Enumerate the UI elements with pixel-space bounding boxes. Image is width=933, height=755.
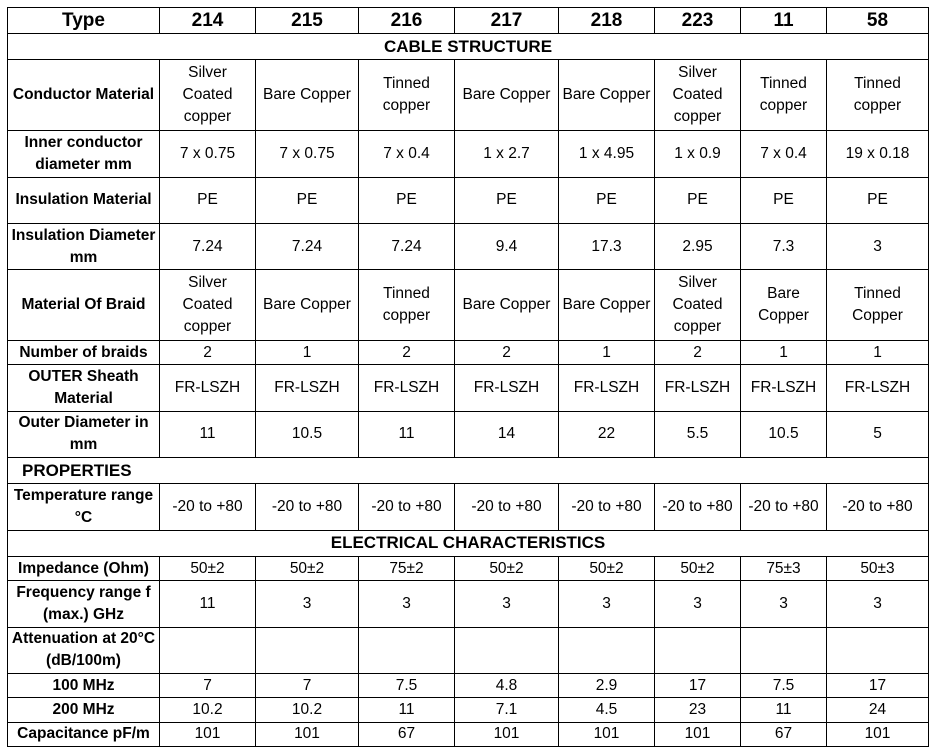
table-cell: 23: [655, 698, 741, 722]
table-row: [8, 627, 929, 673]
table-cell: PE: [256, 177, 359, 223]
table-cell: 7 x 0.75: [256, 131, 359, 177]
table-cell: [741, 627, 827, 673]
table-cell: [160, 627, 256, 673]
table-cell: 17.3: [559, 224, 655, 270]
table-cell: [655, 627, 741, 673]
table-cell: 67: [359, 722, 455, 746]
table-cell: 3: [359, 581, 455, 627]
table-cell: 2: [160, 341, 256, 365]
table-cell: FR-LSZH: [455, 365, 559, 411]
table-cell: 7.24: [256, 224, 359, 270]
table-cell: FR-LSZH: [160, 365, 256, 411]
row-label: Temperature range °C: [8, 484, 160, 530]
table-cell: 101: [455, 722, 559, 746]
table-cell: 2.95: [655, 224, 741, 270]
table-cell: 50±3: [827, 557, 929, 581]
type-11-header: 11: [741, 8, 827, 34]
table-cell: 4.5: [559, 698, 655, 722]
table-cell: 1 x 2.7: [455, 131, 559, 177]
table-cell: -20 to +80: [160, 484, 256, 530]
table-row: [8, 484, 929, 530]
table-cell: 7.5: [741, 674, 827, 698]
table-cell: 10.5: [256, 411, 359, 457]
table-cell: 2: [359, 341, 455, 365]
table-cell: 50±2: [256, 557, 359, 581]
table-cell: -20 to +80: [455, 484, 559, 530]
table-cell: Tinned Copper: [827, 270, 929, 341]
table-cell: Silver Coated copper: [160, 270, 256, 341]
row-label: Attenuation at 20°C (dB/100m): [8, 627, 160, 673]
row-label: Capacitance pF/m: [8, 722, 160, 746]
table-cell: Bare Copper: [559, 60, 655, 131]
table-cell: 11: [160, 581, 256, 627]
table-cell: -20 to +80: [655, 484, 741, 530]
table-cell: 75±2: [359, 557, 455, 581]
table-cell: 7.24: [359, 224, 455, 270]
section-row: [8, 458, 929, 484]
table-cell: 1: [827, 341, 929, 365]
table-row: [8, 224, 929, 270]
type-217-header: 217: [455, 8, 559, 34]
type-215-header: 215: [256, 8, 359, 34]
table-cell: 3: [827, 581, 929, 627]
table-cell: Silver Coated copper: [160, 60, 256, 131]
table-cell: Tinned copper: [359, 270, 455, 341]
table-cell: -20 to +80: [827, 484, 929, 530]
table-cell: 1 x 4.95: [559, 131, 655, 177]
table-cell: 10.2: [256, 698, 359, 722]
table-cell: 3: [827, 224, 929, 270]
table-cell: [827, 627, 929, 673]
table-cell: Silver Coated copper: [655, 60, 741, 131]
table-cell: 7 x 0.75: [160, 131, 256, 177]
table-cell: 5: [827, 411, 929, 457]
table-cell: 7 x 0.4: [741, 131, 827, 177]
table-cell: Bare Copper: [559, 270, 655, 341]
table-row: [8, 411, 929, 457]
table-cell: Tinned copper: [359, 60, 455, 131]
table-cell: 19 x 0.18: [827, 131, 929, 177]
table-cell: 7.1: [455, 698, 559, 722]
table-cell: 67: [741, 722, 827, 746]
table-cell: 17: [655, 674, 741, 698]
type-header: Type: [8, 8, 160, 34]
table-cell: 101: [655, 722, 741, 746]
table-cell: Tinned copper: [741, 60, 827, 131]
table-cell: 2: [455, 341, 559, 365]
table-cell: 7.3: [741, 224, 827, 270]
table-cell: 7 x 0.4: [359, 131, 455, 177]
table-cell: 2.9: [559, 674, 655, 698]
row-label: Outer Diameter in mm: [8, 411, 160, 457]
table-cell: [559, 627, 655, 673]
table-cell: -20 to +80: [359, 484, 455, 530]
table-cell: PE: [655, 177, 741, 223]
table-cell: -20 to +80: [741, 484, 827, 530]
row-label: OUTER Sheath Material: [8, 365, 160, 411]
table-cell: 17: [827, 674, 929, 698]
table-cell: FR-LSZH: [256, 365, 359, 411]
table-cell: 101: [256, 722, 359, 746]
table-cell: PE: [559, 177, 655, 223]
table-cell: -20 to +80: [559, 484, 655, 530]
table-row: [8, 131, 929, 177]
table-cell: FR-LSZH: [827, 365, 929, 411]
type-223-header: 223: [655, 8, 741, 34]
table-cell: 11: [359, 411, 455, 457]
row-label: Frequency range f (max.) GHz: [8, 581, 160, 627]
table-cell: PE: [455, 177, 559, 223]
table-row: [8, 341, 929, 365]
type-58-header: 58: [827, 8, 929, 34]
table-cell: 1: [741, 341, 827, 365]
table-cell: PE: [827, 177, 929, 223]
row-label: Insulation Material: [8, 177, 160, 223]
table-cell: 3: [455, 581, 559, 627]
table-row: [8, 674, 929, 698]
table-row: [8, 698, 929, 722]
table-cell: FR-LSZH: [655, 365, 741, 411]
table-cell: Silver Coated copper: [655, 270, 741, 341]
table-cell: [455, 627, 559, 673]
table-cell: 101: [827, 722, 929, 746]
row-label: Material Of Braid: [8, 270, 160, 341]
row-label: Insulation Diameter mm: [8, 224, 160, 270]
table-cell: Bare Copper: [455, 60, 559, 131]
section-electrical-characteristics: ELECTRICAL CHARACTERISTICS: [8, 530, 929, 556]
table-cell: 14: [455, 411, 559, 457]
table-cell: Bare Copper: [256, 270, 359, 341]
type-216-header: 216: [359, 8, 455, 34]
section-cable-structure: CABLE STRUCTURE: [8, 34, 929, 60]
table-cell: 7: [256, 674, 359, 698]
row-label: Number of braids: [8, 341, 160, 365]
table-cell: 1: [559, 341, 655, 365]
table-cell: 3: [655, 581, 741, 627]
table-cell: [256, 627, 359, 673]
table-cell: 11: [160, 411, 256, 457]
table-cell: 50±2: [160, 557, 256, 581]
header-row: [8, 8, 929, 34]
table-cell: 50±2: [455, 557, 559, 581]
table-cell: 3: [741, 581, 827, 627]
table-cell: Bare Copper: [256, 60, 359, 131]
table-row: [8, 365, 929, 411]
table-cell: 101: [160, 722, 256, 746]
type-218-header: 218: [559, 8, 655, 34]
table-cell: 1: [256, 341, 359, 365]
table-cell: 2: [655, 341, 741, 365]
table-row: [8, 722, 929, 746]
table-cell: 5.5: [655, 411, 741, 457]
table-body: [8, 8, 929, 747]
table-row: [8, 270, 929, 341]
table-cell: 10.5: [741, 411, 827, 457]
row-label: Inner conductor diameter mm: [8, 131, 160, 177]
table-cell: 75±3: [741, 557, 827, 581]
table-row: [8, 60, 929, 131]
table-cell: PE: [359, 177, 455, 223]
cable-spec-table: [7, 7, 929, 747]
row-label: Conductor Material: [8, 60, 160, 131]
table-cell: Bare Copper: [741, 270, 827, 341]
table-cell: 11: [359, 698, 455, 722]
table-row: [8, 557, 929, 581]
table-row: [8, 581, 929, 627]
row-label: Impedance (Ohm): [8, 557, 160, 581]
table-cell: 4.8: [455, 674, 559, 698]
table-cell: 22: [559, 411, 655, 457]
section-row: [8, 530, 929, 556]
table-cell: 7.5: [359, 674, 455, 698]
table-cell: FR-LSZH: [359, 365, 455, 411]
table-cell: 3: [559, 581, 655, 627]
section-properties: PROPERTIES: [8, 458, 929, 484]
table-cell: -20 to +80: [256, 484, 359, 530]
table-cell: 3: [256, 581, 359, 627]
table-row: [8, 177, 929, 223]
row-label: 200 MHz: [8, 698, 160, 722]
table-cell: 101: [559, 722, 655, 746]
table-cell: 1 x 0.9: [655, 131, 741, 177]
table-cell: FR-LSZH: [741, 365, 827, 411]
table-cell: [359, 627, 455, 673]
table-cell: Tinned copper: [827, 60, 929, 131]
table-cell: FR-LSZH: [559, 365, 655, 411]
table-cell: 10.2: [160, 698, 256, 722]
table-cell: 7: [160, 674, 256, 698]
section-row: [8, 34, 929, 60]
table-cell: 50±2: [655, 557, 741, 581]
table-cell: 9.4: [455, 224, 559, 270]
table-cell: PE: [741, 177, 827, 223]
table-cell: 24: [827, 698, 929, 722]
table-cell: 7.24: [160, 224, 256, 270]
table-cell: PE: [160, 177, 256, 223]
type-214-header: 214: [160, 8, 256, 34]
table-cell: 11: [741, 698, 827, 722]
table-cell: 50±2: [559, 557, 655, 581]
table-cell: Bare Copper: [455, 270, 559, 341]
row-label: 100 MHz: [8, 674, 160, 698]
